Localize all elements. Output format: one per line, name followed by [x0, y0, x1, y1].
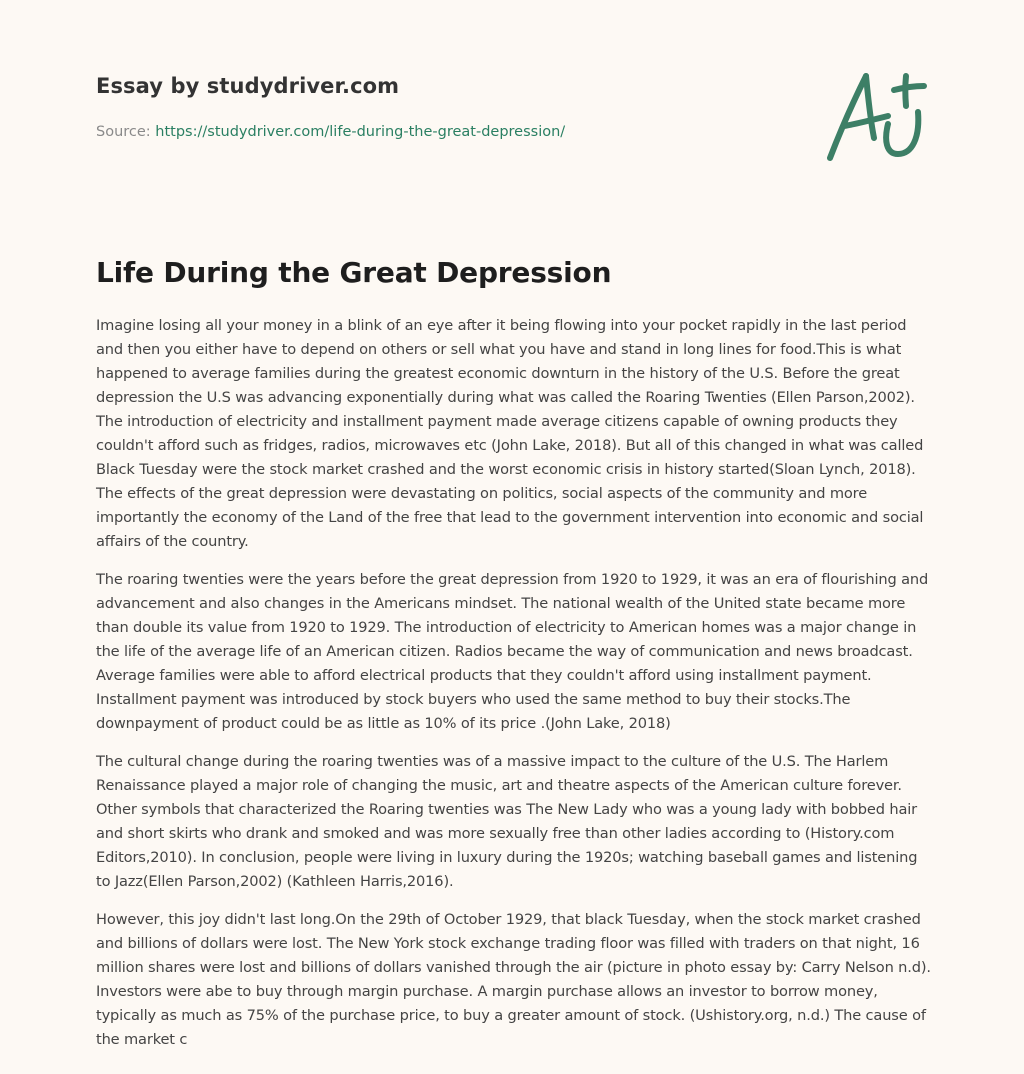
essay-paragraph: However, this joy didn't last long.On the 29th of October 1929, that black Tuesday, when the stock market crashed and billions of dollars were lost. The New York stock exchange trading floor was filled with traders on that night, 16 million shares were lost and billions of dollars vanished through the air (picture in photo essay by: Carry Nelson n.d). Investors were abe to buy through margin purchase. A margin purchase allows an investor to borrow money, typically as much as 75% of the purchase price, to buy a greater amount of stock. (Ushistory.org, n.d.) The cause of the market c	[96, 911, 931, 1048]
source-line	[96, 124, 565, 140]
essay-paragraph: The cultural change during the roaring twenties was of a massive impact to the culture of the U.S. The Harlem Renaissance played a major role of changing the music, art and theatre aspects of the American culture forever. Other symbols that characterized the Roaring twenties was The New Lady who was a young lady with bobbed hair and short skirts who drank and smoked and was more sexually free than other ladies according to (History.com Editors,2010). In conclusion, people were living in luxury during the 1920s; watching baseball games and listening to Jazz(Ellen Parson,2002) (Kathleen Harris,2016).	[96, 753, 918, 890]
essay-paragraph: The roaring twenties were the years before the great depression from 1920 to 1929, it was an era of flourishing and advancement and also changes in the Americans mindset. The national wealth of the United state became more than double its value from 1920 to 1929. The introduction of electricity to American homes was a major change in the life of the average life of an American citizen. Radios became the way of communication and news broadcast. Average families were able to afford electrical products that they couldn't afford using installment payment. Installment payment was introduced by stock buyers who used the same method to buy their stocks.The downpayment of product could be as little as 10% of its price .(John Lake, 2018)	[96, 571, 929, 732]
source-link[interactable]: https://studydriver.com/life-during-the-great-depression/	[155, 124, 566, 140]
source-label: Source:	[96, 124, 151, 140]
a-plus-grade-icon	[822, 66, 930, 166]
site-title: Essay by studydriver.com	[96, 74, 400, 98]
essay-body	[96, 314, 932, 1066]
site-header	[96, 74, 399, 98]
page-title: Life During the Great Depression	[96, 256, 612, 289]
essay-paragraph: Imagine losing all your money in a blink of an eye after it being flowing into your pocket rapidly in the last period and then you either have to depend on others or sell what you have and stand in long lines for food.This is what happened to average families during the greatest economic downturn in the history of the U.S. Before the great depression the U.S was advancing exponentially during what was called the Roaring Twenties (Ellen Parson,2002). The introduction of electricity and installment payment made average citizens capable of owning products they couldn't afford such as fridges, radios, microwaves etc (John Lake, 2018). But all of this changed in what was called Black Tuesday were the stock market crashed and the worst economic crisis in history started(Sloan Lynch, 2018). The effects of the great depression were devastating on politics, social aspects of the community and more importantly the economy of the Land of the free that lead to the government intervention into economic and social affairs of the country.	[96, 317, 924, 550]
